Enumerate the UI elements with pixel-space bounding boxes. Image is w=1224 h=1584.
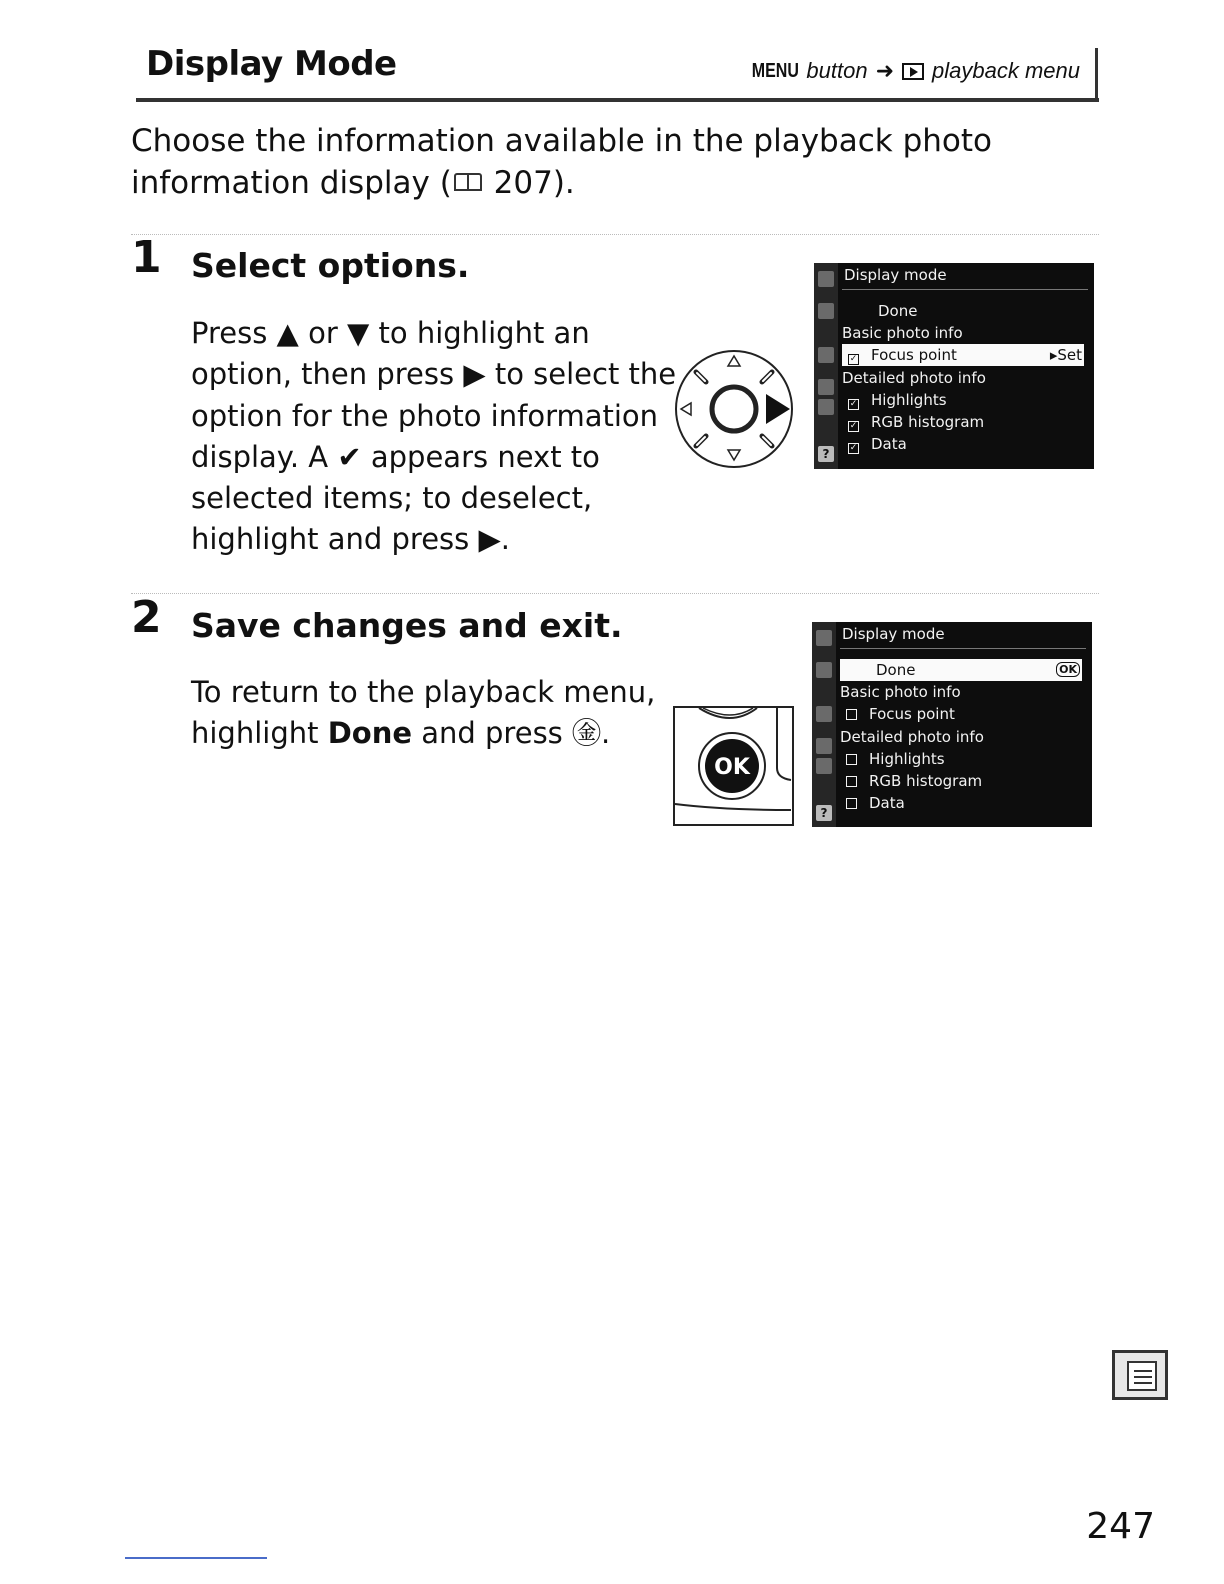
right-arrow-icon: ▶ (463, 357, 486, 392)
menu-item-highlights[interactable] (842, 389, 1084, 411)
section-detailed-photo-info (840, 726, 1082, 748)
item-label: RGB histogram (871, 413, 985, 431)
item-label: RGB histogram (869, 772, 983, 790)
step-1-body (191, 313, 681, 561)
playback-menu-label: playback menu (932, 58, 1080, 83)
menu-item-highlights[interactable] (840, 748, 1082, 770)
checkbox-icon (846, 709, 857, 720)
text: To return to the playback menu, highlight (191, 675, 656, 751)
menu-item-done[interactable] (840, 659, 1082, 681)
menu-section-icon (1112, 1350, 1168, 1400)
setup-tab-icon (818, 347, 834, 363)
intro-ref: 207 (493, 165, 553, 201)
shooting-tab-icon (816, 662, 832, 678)
set-label: ▸Set (1049, 346, 1082, 364)
checkbox-icon: ✓ (849, 354, 858, 364)
recent-tab-icon (818, 399, 834, 415)
divider (131, 234, 1099, 235)
menu-item-data[interactable] (842, 433, 1084, 455)
camera-screen-done (812, 622, 1092, 827)
step-2-body (191, 672, 661, 755)
checkbox-icon (846, 754, 857, 765)
page-number: 247 (1086, 1506, 1155, 1547)
menu-item-rgb-histogram[interactable] (842, 411, 1084, 433)
right-arrow-icon: ▶ (478, 522, 501, 557)
section-basic-photo-info (842, 322, 1084, 344)
menu-item-done[interactable] (842, 300, 1084, 322)
item-label: Highlights (869, 750, 945, 768)
menu-tab-bar (812, 622, 836, 827)
header-rule (136, 98, 1099, 102)
help-icon: ? (818, 446, 834, 462)
up-arrow-icon: ▲ (276, 316, 299, 350)
done-label: Done (876, 661, 916, 679)
item-label: Highlights (871, 391, 947, 409)
shooting-tab-icon (818, 303, 834, 319)
book-icon (454, 173, 482, 191)
button-word: button (806, 58, 868, 83)
menu-tab-bar (814, 263, 838, 469)
ok-text: OK (714, 755, 750, 780)
section-label: Basic photo info (842, 324, 963, 342)
arrow-icon: ➜ (875, 58, 895, 84)
ok-button-illustration (673, 706, 794, 826)
checkbox-icon (846, 776, 857, 787)
screen-title: Display mode (844, 266, 947, 284)
section-label: Detailed photo info (840, 728, 984, 746)
playback-tab-icon (816, 630, 832, 646)
intro-paragraph (131, 120, 1101, 204)
down-arrow-icon: ▼ (346, 316, 370, 350)
section-label: Basic photo info (840, 683, 961, 701)
menu-item-data[interactable] (840, 792, 1082, 814)
done-label: Done (878, 302, 918, 320)
section-label: Detailed photo info (842, 369, 986, 387)
title-rule (840, 648, 1086, 649)
step-2-number: 2 (131, 592, 162, 643)
text: . (601, 716, 611, 751)
section-basic-photo-info (840, 681, 1082, 703)
checkbox-icon: ✓ (849, 399, 858, 409)
checkbox-icon (846, 798, 857, 809)
checkbox-icon: ✓ (849, 443, 858, 453)
playback-icon (902, 63, 924, 80)
text: Press (191, 316, 277, 350)
title-rule (842, 289, 1088, 290)
item-label: Focus point (869, 705, 955, 723)
step-1-number: 1 (131, 232, 162, 283)
checkbox-icon: ✓ (849, 421, 858, 431)
camera-screen-select (814, 263, 1094, 469)
setup-tab-icon (816, 706, 832, 722)
retouch-tab-icon (818, 379, 834, 395)
intro-end: ). (552, 165, 575, 201)
intro-text: Choose the information available in the playback photo information display ( (131, 123, 992, 201)
ok-button-icon: ㊎ (572, 716, 602, 751)
text: or (298, 316, 347, 350)
menu-key-label: MENU (751, 59, 799, 82)
help-icon: ? (816, 805, 832, 821)
recent-tab-icon (816, 758, 832, 774)
multi-selector-icon (672, 346, 798, 472)
checkmark-icon: ✔ (337, 439, 362, 474)
item-label: Focus point (871, 346, 957, 364)
item-label: Data (871, 435, 907, 453)
menu-item-focus-point[interactable] (842, 344, 1084, 366)
breadcrumb (740, 58, 1080, 84)
text: to select the option for the photo information display. A (191, 357, 677, 474)
step-1-title: Select options. (191, 246, 470, 285)
page-title: Display Mode (146, 44, 397, 84)
menu-item-focus-point[interactable] (840, 703, 1082, 725)
text: and press (412, 716, 572, 751)
item-label: Data (869, 794, 905, 812)
playback-tab-icon (818, 271, 834, 287)
menu-item-rgb-histogram[interactable] (840, 770, 1082, 792)
text: . (500, 522, 510, 557)
section-detailed-photo-info (842, 367, 1084, 389)
footer-rule (125, 1557, 267, 1559)
step-2-title: Save changes and exit. (191, 606, 623, 645)
retouch-tab-icon (816, 738, 832, 754)
done-emphasis: Done (327, 716, 413, 751)
text: to highlight an option, then press (191, 316, 590, 392)
header-tick (1095, 48, 1098, 102)
text: appears next to selected items; to deselect, highlight and press (191, 439, 600, 557)
screen-title: Display mode (842, 625, 945, 643)
divider (131, 593, 1099, 594)
ok-badge-icon: OK (1056, 662, 1080, 677)
